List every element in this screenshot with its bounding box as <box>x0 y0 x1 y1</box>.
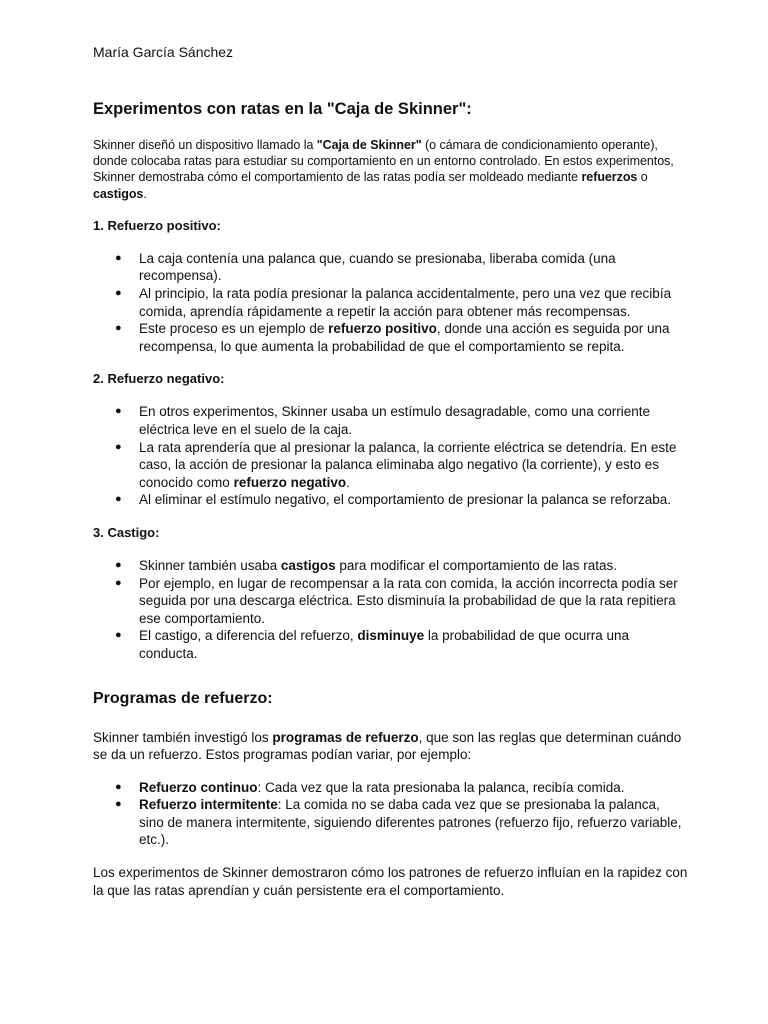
list-item-text: Skinner también usaba castigos para modificar el comportamiento de las ratas. <box>139 557 618 573</box>
intro-paragraph: Skinner diseñó un dispositivo llamado la "Caja de Skinner" (o cámara de condicionamiento operante), donde colocaba ratas para estudiar su comportamiento en un entorno controlado. En estos experimentos, Skinner demostraba cómo el comportamiento de las ratas podía ser moldeado mediante refuerzos o castigos. <box>93 138 674 201</box>
list-item <box>93 491 688 509</box>
bold-term: Refuerzo intermitente <box>139 797 278 813</box>
bold-term: refuerzos <box>581 170 638 185</box>
list-item <box>93 575 688 628</box>
bold-term: castigos <box>280 557 336 573</box>
bullet-icon: ● <box>115 576 122 589</box>
programs-intro: Skinner también investigó los programas de refuerzo, que son las reglas que determinan cuándo se da un refuerzo. Estos programas podían variar, por ejemplo: <box>93 729 682 763</box>
bullet-icon: ● <box>115 629 122 642</box>
conclusion-paragraph: Los experimentos de Skinner demostraron cómo los patrones de refuerzo influían en la rapidez con la que las ratas aprendían y cuán persistente era el comportamiento. <box>93 865 688 898</box>
bold-term: programas de refuerzo <box>272 729 419 745</box>
list-item-text: La rata aprendería que al presionar la palanca, la corriente eléctrica se detendría. En este caso, la acción de presionar la palanca eliminaba algo negativo (la corriente), y esto es conocido como refuerzo negativo. <box>139 439 677 490</box>
bullet-icon: ● <box>115 440 122 453</box>
list-item <box>93 250 688 285</box>
bullet-icon: ● <box>115 493 122 506</box>
section-title: 2. Refuerzo negativo: <box>93 371 225 387</box>
bold-term: refuerzo positivo <box>328 321 437 337</box>
bold-term: "Caja de Skinner" <box>316 138 422 152</box>
list-item-text: Refuerzo intermitente: La comida no se daba cada vez que se presionaba la palanca, sino de manera intermitente, siguiendo diferentes patrones (refuerzo fijo, refuerzo variable, etc.). <box>139 797 682 848</box>
author-name: María García Sánchez <box>93 44 234 60</box>
list-item <box>93 796 688 849</box>
list-item-text: El castigo, a diferencia del refuerzo, disminuye la probabilidad de que ocurra una conducta. <box>139 628 630 661</box>
document-title: Experimentos con ratas en la "Caja de Skinner": <box>93 100 472 118</box>
section-refuerzo-negativo <box>93 370 688 509</box>
list-item <box>93 439 688 492</box>
list-item <box>93 627 688 662</box>
section-castigo <box>93 524 688 663</box>
bullet-icon: ● <box>115 780 122 793</box>
bold-term: castigos <box>93 186 144 201</box>
list-item <box>93 320 688 355</box>
bullet-icon: ● <box>115 251 122 264</box>
bullet-icon: ● <box>115 558 122 571</box>
bullet-icon: ● <box>115 798 122 811</box>
section-title: 3. Castigo: <box>93 524 160 540</box>
bold-term: disminuye <box>357 628 425 644</box>
list-item-text: Por ejemplo, en lugar de recompensar a la rata con comida, la acción incorrecta podía ser seguida por una descarga eléctrica. Esto disminuía la probabilidad de que la rata repitiera ese comportamiento. <box>139 575 678 626</box>
list-item-text: Al eliminar el estímulo negativo, el comportamiento de presionar la palanca se reforzaba. <box>139 492 672 508</box>
bold-term: refuerzo negativo <box>233 474 347 490</box>
bullet-icon: ● <box>115 405 122 418</box>
list-item-text: Este proceso es un ejemplo de refuerzo positivo, donde una acción es seguida por una recompensa, lo que aumenta la probabilidad de que el comportamiento se repita. <box>139 321 670 354</box>
programs-list <box>93 779 688 849</box>
bold-term: Refuerzo continuo <box>139 779 258 795</box>
bullet-list <box>93 250 688 356</box>
list-item-text: En otros experimentos, Skinner usaba un estímulo desagradable, como una corriente eléctrica leve en el suelo de la caja. <box>139 404 651 437</box>
list-item <box>93 557 688 575</box>
bullet-list <box>93 403 688 509</box>
bullet-list <box>93 557 688 663</box>
section-refuerzo-positivo <box>93 217 688 356</box>
list-item-text: La caja contenía una palanca que, cuando se presionaba, liberaba comida (una recompensa). <box>139 250 616 284</box>
list-item-text: Refuerzo continuo: Cada vez que la rata presionaba la palanca, recibía comida. <box>139 779 625 795</box>
bullet-icon: ● <box>115 287 122 299</box>
bullet-icon: ● <box>115 322 122 335</box>
list-item <box>93 285 688 320</box>
programs-heading: Programas de refuerzo: <box>93 689 273 707</box>
section-title: 1. Refuerzo positivo: <box>93 217 221 233</box>
list-item <box>93 779 688 797</box>
list-item <box>93 403 688 438</box>
list-item-text: Al principio, la rata podía presionar la palanca accidentalmente, pero una vez que recibía comida, aprendía rápidamente a repetir la acción para obtener más recompensas. <box>139 286 672 319</box>
